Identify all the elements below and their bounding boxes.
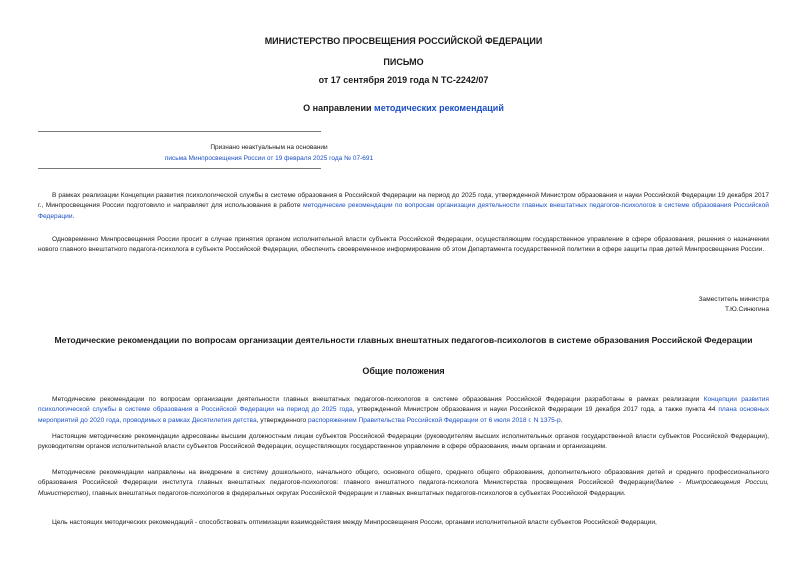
notice-letter-link[interactable]: письма Минпросвещения России от 19 февраля 2025 года № 07-691	[164, 155, 374, 162]
letter-title	[0, 103, 807, 113]
recommendations-title: Методические рекомендации по вопросам организации деятельности главных внештатных педагогов-психологов в системе образования Российской Федерации	[54, 335, 753, 345]
signature-block	[698, 295, 769, 315]
letter-paragraph-2: Одновременно Минпросвещения России просит в случае принятия органом исполнительной власти субъекта Российской Федерации, осуществляющим государственное управление в сфере образования, решения о назначении нового главного внештатного педагога-психолога в субъекте Российской Федерации, обеспечить своевременное информирование об этом Департамента государственной политики в сфере защиты прав детей Минпросвещения России.	[38, 236, 769, 254]
date-number-heading: от 17 сентября 2019 года N ТС-2242/07	[318, 75, 489, 85]
rec-p1-text-b: , утвержденной Министром образования и науки Российской Федерации 19 декабря 2017 года, а также пункта 44	[352, 406, 719, 414]
section-heading: Общие положения	[362, 366, 445, 376]
signature-name: Т.Ю.Синюгина	[724, 306, 769, 313]
concept-link[interactable]: Концепции развития психологической службы в системе образования в Российской Федерации на период до 2025 года	[38, 396, 769, 414]
rec-paragraph-1	[38, 395, 769, 426]
doc-type-heading: ПИСЬМО	[383, 57, 424, 67]
divider-top	[38, 131, 321, 132]
letter-p1-end: .	[72, 212, 75, 220]
methodical-recommendations-link[interactable]: методических рекомендаций	[374, 103, 504, 113]
rec-paragraph-4: Цель настоящих методических рекомендаций - способствовать оптимизации взаимодействия между Минпросвещения России, органами исполнительной власти субъектов Российской Федерации,	[52, 519, 657, 526]
childhood-decade-plan-link[interactable]: плана основных мероприятий до 2020 года, проводимых в рамках Десятилетия детства	[38, 406, 769, 424]
signature-position: Заместитель министра	[698, 296, 769, 303]
notice-text: Признано неактуальным на основании	[210, 144, 328, 151]
ministry-heading: МИНИСТЕРСТВО ПРОСВЕЩЕНИЯ РОССИЙСКОЙ ФЕДЕРАЦИИ	[264, 36, 543, 46]
rec-p3-italic: (далее - Минпросвещения России, Министерство)	[38, 479, 769, 497]
letter-title-prefix: О направлении	[303, 103, 375, 113]
obsolete-notice	[38, 142, 500, 164]
rec-paragraph-2: Настоящие методические рекомендации адресованы высшим должностным лицам субъектов Российской Федерации (руководителям высших исполнительных органов государственной власти субъектов Российской Федерации), руководителям органов исполнительной власти субъектов Российской Федерации, осуществляющих государственное управление в сфере образования, иным органам и организациям.	[38, 433, 769, 451]
rec-p1-text-d: .	[560, 416, 563, 424]
recommendations-link[interactable]: методические рекомендации по вопросам организации деятельности главных внештатных педагогов-психологов в системе образования Российской Федерации	[38, 202, 769, 220]
rec-paragraph-3	[38, 468, 769, 499]
letter-p1-text: В рамках реализации Концепции развития психологической службы в системе образования в Российской Федерации на период до 2025 года, утвержденной Министром образования и науки Российской Федерации 19 декабря 2017 г., Минпросвещения России подготовило и направляет для использования в работе	[38, 192, 769, 210]
rec-p3-text-b: , главных внештатных педагогов-психологов в федеральных округах Российской Федерации и главных внештатных педагогов-психологов в субъектах Российской Федерации.	[88, 489, 626, 497]
letter-paragraph-1	[38, 191, 769, 222]
government-order-link[interactable]: распоряжением Правительства Российской Федерации от 6 июля 2018 г. N 1375-р	[308, 416, 561, 424]
rec-p1-text-a: Методические рекомендации по вопросам организации деятельности главных внештатных педагогов-психологов в системе образования Российской Федерации разработаны в рамках реализации	[52, 396, 704, 403]
rec-p1-text-c: , утвержденного	[256, 416, 309, 424]
divider-bottom	[38, 168, 321, 169]
rec-p3-text-a: Методические рекомендации направлены на внедрение в систему дошкольного, начального общего, основного общего, среднего общего образования, дополнительного образования детей и среднего профессионального образования Российской Федерации института главных внештатных педагогов-психологов: главного внештатного педагога-психолога Министерства просвещения Российской Федерации	[38, 469, 769, 487]
